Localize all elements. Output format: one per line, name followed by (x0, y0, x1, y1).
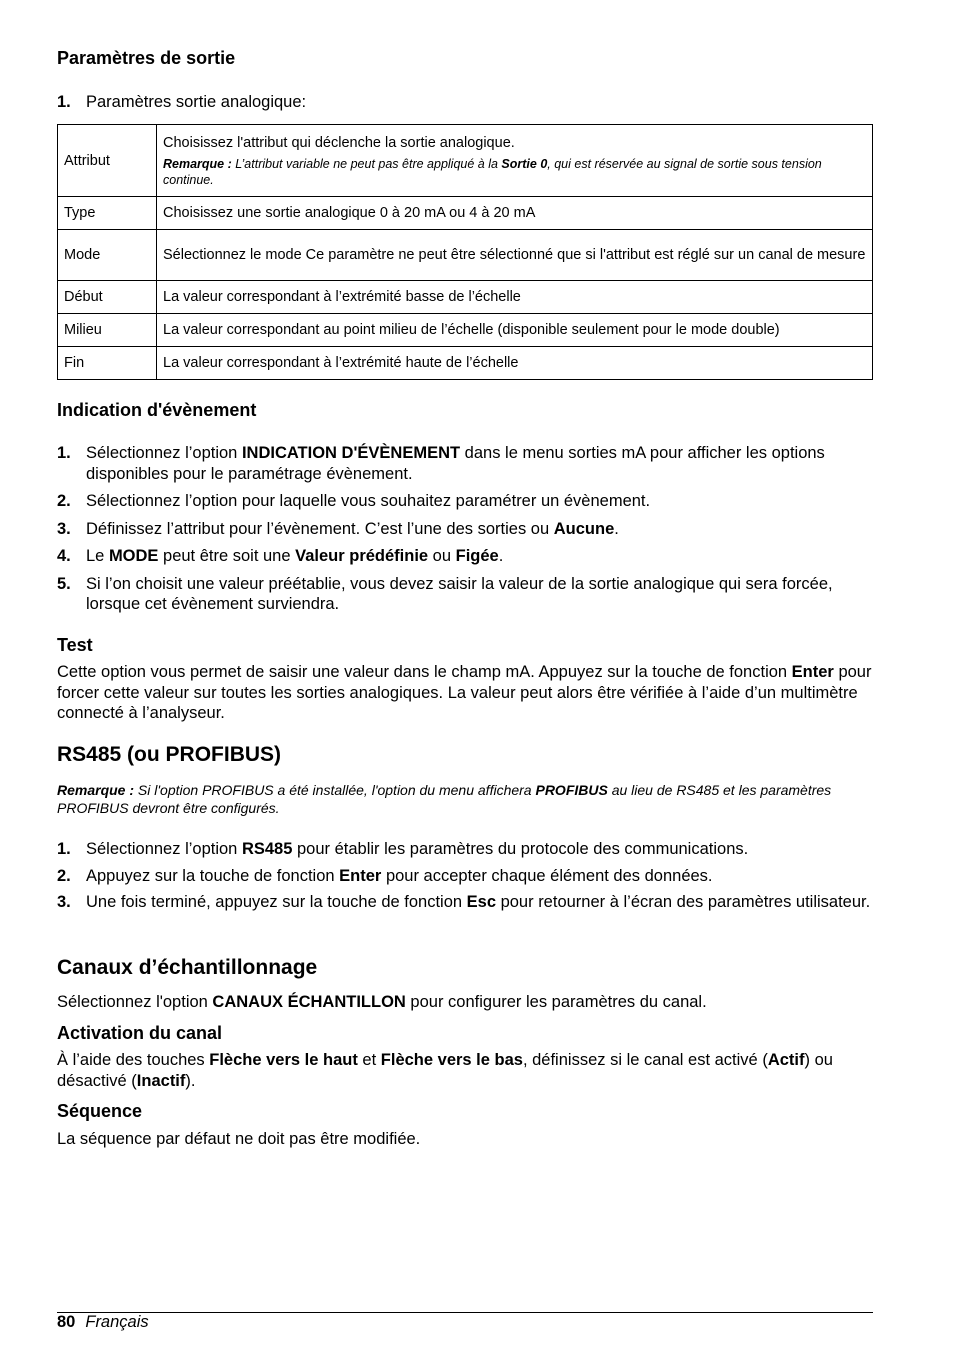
table-cell-desc: La valeur correspondant à l’extrémité haute de l’échelle (157, 347, 873, 380)
list-item: 1. Paramètres sortie analogique: (57, 93, 307, 111)
list-item: 5. Si l’on choisit une valeur préétablie, vous devez saisir la valeur de la sortie analogique qui sera forcée, lorsque cet évènement surviendra. (57, 574, 833, 613)
section-title-rs485: RS485 (ou PROFIBUS) (57, 743, 282, 766)
table-cell-desc: Sélectionnez le mode Ce paramètre ne peut être sélectionné que si l'attribut est réglé sur un canal de mesure (157, 230, 873, 281)
list-item: 4. Le MODE peut être soit une Valeur prédéfinie ou Figée. (57, 547, 504, 565)
section-title-test: Test (57, 635, 93, 655)
table-row (58, 347, 873, 380)
list-item: 1. Sélectionnez l’option RS485 pour établir les paramètres du protocole des communications. (57, 840, 749, 858)
rs485-note: Remarque : Si l'option PROFIBUS a été installée, l'option du menu affichera PROFIBUS au lieu de RS485 et les paramètres PROFIBUS devront être configurés. (57, 782, 832, 816)
table-cell-attr: Fin (58, 347, 157, 380)
parameters-table (57, 124, 873, 380)
table-row (58, 230, 873, 281)
table-cell-desc: Choisissez l'attribut qui déclenche la sortie analogique. Remarque : L’attribut variable ne peut pas être appliqué à la Sortie 0, qui est réservée au signal de sortie sous tension continue. (157, 125, 873, 197)
list-item: 3. Une fois terminé, appuyez sur la touche de fonction Esc pour retourner à l’écran des paramètres utilisateur. (57, 893, 871, 911)
table-note: Remarque : L’attribut variable ne peut pas être appliqué à la Sortie 0, qui est réservée au signal de sortie sous tension continue. (163, 156, 822, 187)
sequence-paragraph: La séquence par défaut ne doit pas être modifiée. (57, 1130, 421, 1148)
output-params-steps (57, 92, 873, 113)
channels-paragraph: Sélectionnez l'option CANAUX ÉCHANTILLON pour configurer les paramètres du canal. (57, 993, 707, 1011)
list-item: 2. Appuyez sur la touche de fonction Enter pour accepter chaque élément des données. (57, 866, 713, 885)
activation-paragraph: À l’aide des touches Flèche vers le haut et Flèche vers le bas, définissez si le canal est activé (Actif) ou désactivé (Inactif). (57, 1051, 833, 1090)
page-footer (57, 1312, 149, 1332)
section-title-activation: Activation du canal (57, 1023, 223, 1043)
table-cell-attr: Attribut (58, 125, 157, 197)
footer-language: Français (85, 1313, 149, 1331)
section-title-event: Indication d'évènement (57, 400, 257, 420)
section-title-channels: Canaux d’échantillonnage (57, 956, 318, 979)
table-row (58, 314, 873, 347)
table-cell-desc: La valeur correspondant au point milieu de l’échelle (disponible seulement pour le mode double) (157, 314, 873, 347)
section-title-sequence: Séquence (57, 1101, 143, 1121)
event-steps (57, 443, 873, 615)
table-cell-attr: Milieu (58, 314, 157, 347)
test-paragraph: Cette option vous permet de saisir une valeur dans le champ mA. Appuyez sur la touche de fonction Enter pour forcer cette valeur sur toutes les sorties analogiques. La valeur peut alors être vérifiée à l’aide d’un multimètre connecté à l’analyseur. (57, 663, 872, 722)
table-row (58, 281, 873, 314)
table-cell-attr: Type (58, 197, 157, 230)
list-item: 3. Définissez l’attribut pour l’évènement. C’est l’une des sorties ou Aucune. (57, 519, 619, 538)
table-row (58, 125, 873, 197)
list-item: 1. Sélectionnez l’option INDICATION D'ÉVÈNEMENT dans le menu sorties mA pour afficher les options disponibles pour le paramétrage évènement. (57, 444, 825, 483)
section-title-output-params: Paramètres de sortie (57, 48, 236, 68)
page-number: 80 (57, 1313, 76, 1331)
list-item: 2. Sélectionnez l’option pour laquelle vous souhaitez paramétrer un évènement. (57, 492, 651, 510)
table-cell-desc: La valeur correspondant à l’extrémité basse de l’échelle (157, 281, 873, 314)
rs485-steps (57, 839, 873, 913)
footer-divider (57, 1312, 873, 1313)
table-row (58, 197, 873, 230)
table-cell-desc: Choisissez une sortie analogique 0 à 20 mA ou 4 à 20 mA (157, 197, 873, 230)
table-cell-attr: Début (58, 281, 157, 314)
table-cell-attr: Mode (58, 230, 157, 281)
